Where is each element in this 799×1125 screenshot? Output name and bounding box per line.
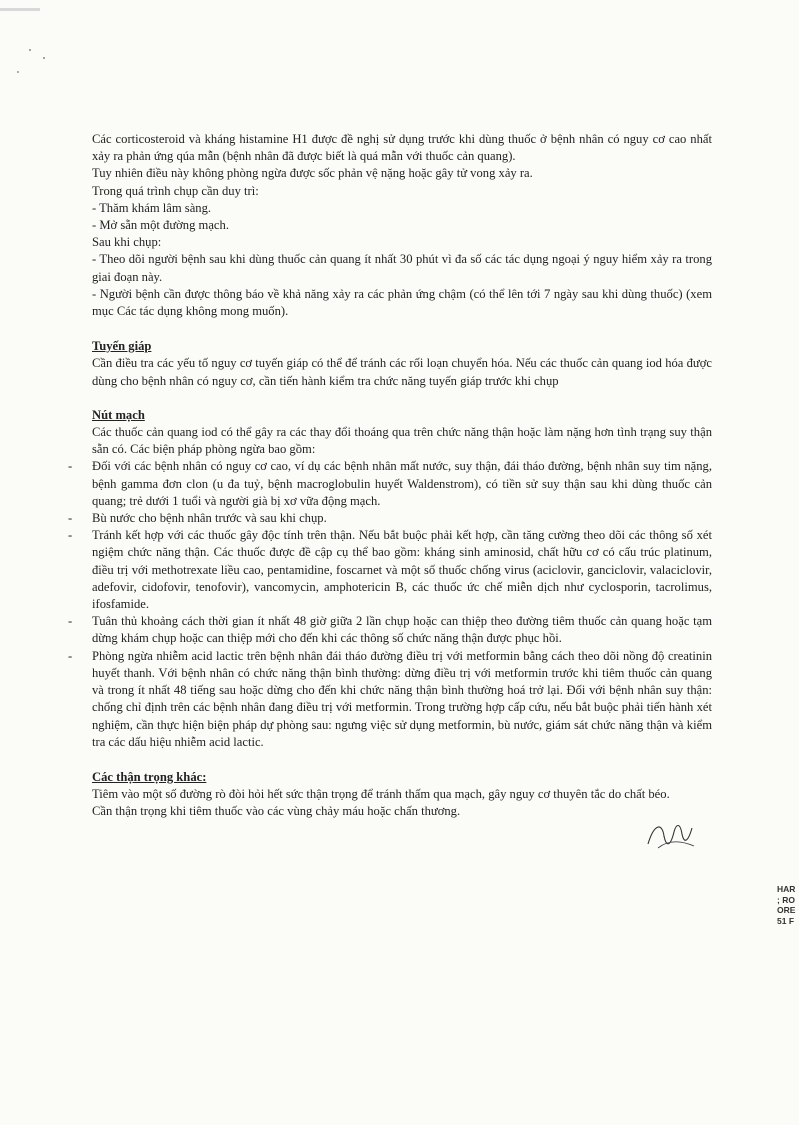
intro-line-4: - Thăm khám lâm sàng. [92,200,212,215]
intro-line-1: Các corticosteroid và kháng histamine H1 được đề nghị sử dụng trước khi dùng thuốc ở bệnh nhân có nguy cơ cao nhất xảy ra phản ứng qúa mẫn (bệnh nhân đã được biết là quá mẫn với thuốc cản quang). [92,132,712,164]
thyroid-body: Cần điều tra các yếu tố nguy cơ tuyến giáp có thể để tránh các rối loạn chuyển hóa. Nếu các thuốc cản quang iod hóa được dùng cho bệnh nhân có nguy cơ, cần tiến hành kiểm tra chức năng tuyến giáp trước khi chụp [92,356,712,388]
embolism-list [92,458,712,750]
other-line-1: Tiêm vào một số đường rò đòi hỏi hết sức thận trọng để tránh thấm qua mạch, gây nguy cơ thuyên tắc do chất béo. [92,787,670,802]
handwritten-signature [640,818,700,852]
scan-corner-mark [0,0,60,80]
list-item: - Phòng ngừa nhiễm acid lactic trên bệnh nhân đái tháo đường điều trị với metformin bằng cách theo dõi nồng độ creatinin huyết thanh. Với bệnh nhân có chức năng thận bình thường: dừng điều trị với metformin trước khi tiêm thuốc cản quang và trong ít nhất 48 tiếng sau hoặc dừng cho đến khi chức năng thận bình thường hoá trở lại. Đối với bệnh nhân suy thận: chống chỉ định trên các bệnh nhân đang điều trị với metformin. Trong trường hợp cấp cứu, nếu bắt buộc phải tiến hành xét nghiệm, cần thực hiện biện pháp dự phòng sau: ngưng việc sử dụng metformin, bù nước, giám sát chức năng thận và kiểm tra các dấu hiệu nhiễm acid lactic. [92,648,712,751]
embolism-intro: Các thuốc cản quang iod có thể gây ra các thay đổi thoáng qua trên chức năng thận hoặc làm nặng hơn tình trạng suy thận sẵn có. Các biện pháp phòng ngừa bao gồm: [92,425,712,457]
other-line-2: Cần thận trọng khi tiêm thuốc vào các vùng chảy máu hoặc chấn thương. [92,804,461,819]
intro-line-7: - Theo dõi người bệnh sau khi dùng thuốc cản quang ít nhất 30 phút vì đa số các tác dụng ngoại ý nguy hiểm xảy ra trong giai đoạn này. [92,252,712,284]
other-precautions-heading: Các thận trọng khác: [92,769,207,784]
document-body [92,131,712,821]
list-item: - Đối với các bệnh nhân có nguy cơ cao, ví dụ các bệnh nhân mất nước, suy thận, đái tháo đường, bệnh nhân suy tim nặng, bệnh gamma đơn clon (u đa tuỷ, bệnh macroglobulin huyết Waldenstrom), có tiền sử suy thận sau khi dùng thuốc cản quang; trẻ dưới 1 tuổi và người già bị xơ vữa động mạch. [92,458,712,510]
thyroid-heading: Tuyến giáp [92,339,152,354]
intro-line-3: Trong quá trình chụp cần duy trì: [92,183,259,198]
intro-line-5: - Mở sẵn một đường mạch. [92,218,229,233]
list-item: - Tránh kết hợp với các thuốc gây độc tính trên thận. Nếu bắt buộc phải kết hợp, cần tăng cường theo dõi các thông số xét ngiệm chức năng thận. Các thuốc được đề cập cụ thể bao gồm: kháng sinh aminosid, chất hữu cơ có cấu trúc platinum, điều trị với methotrexate liều cao, pentamidine, foscarnet và một số thuốc chống virus (aciclovir, ganciclovir, valaciclovir, adefovir, cidofovir, tenofovir), vancomycin, amphotericin B, các thuốc ức chế miễn dịch như cyclosporin, tacrolimus, ifosfamide. [92,527,712,613]
intro-line-8: - Người bệnh cần được thông báo về khả năng xảy ra các phản ứng chậm (có thể lên tới 7 ngày sau khi dùng thuốc) (xem mục Các tác dụng không mong muốn). [92,286,712,319]
edge-stamp-text: HAR ; RO ORE 51 F [777,884,796,926]
list-item: - Bù nước cho bệnh nhân trước và sau khi chụp. [92,510,712,527]
intro-line-6: Sau khi chụp: [92,235,162,250]
intro-line-2: Tuy nhiên điều này không phòng ngừa được sốc phản vệ nặng hoặc gây tử vong xảy ra. [92,166,533,181]
embolism-heading: Nút mạch [92,407,145,422]
list-item: - Tuân thủ khoảng cách thời gian ít nhất 48 giờ giữa 2 lần chụp hoặc can thiệp theo đường tiêm thuốc cản quang hoặc tạm dừng khám chụp hoặc can thiệp mới cho đến khi các thông số chức năng thận được phục hồi. [92,613,712,647]
